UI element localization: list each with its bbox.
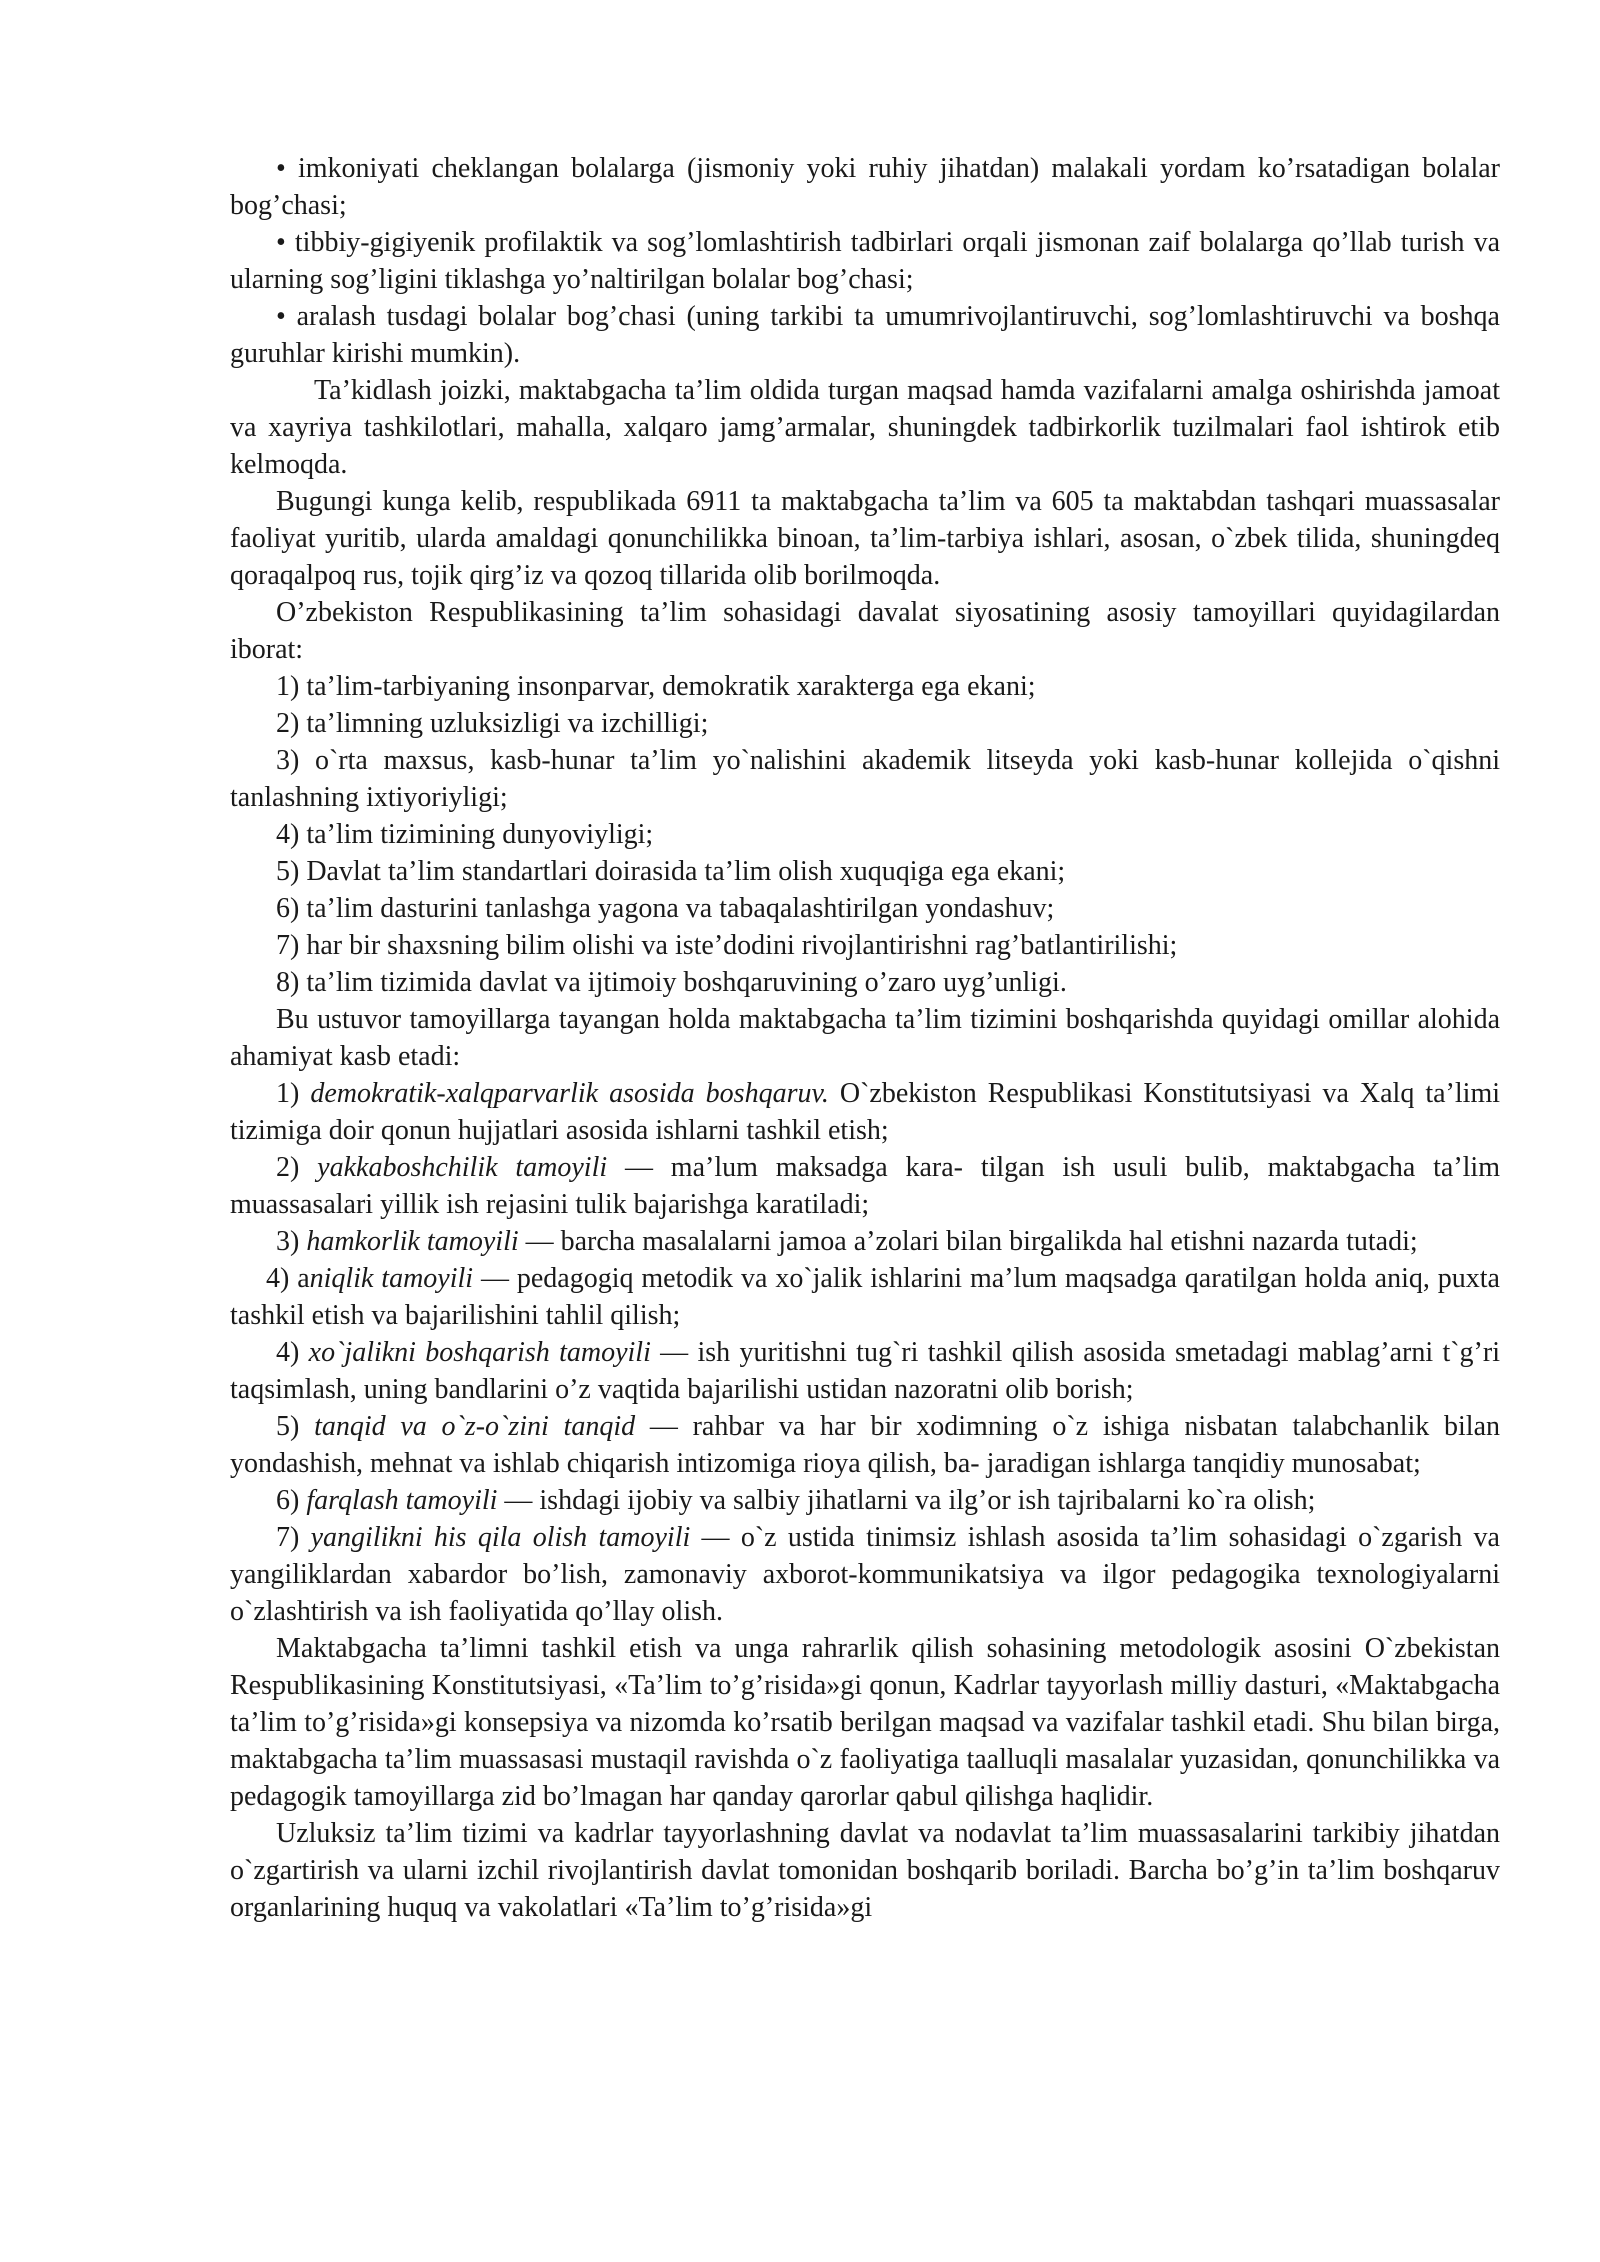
factor-number: 6) [276,1485,307,1516]
factor-item [230,1408,1500,1482]
principle-item: 7) har bir shaxsning bilim olishi va iste’dodini rivojlantirishni rag’batlantirilishi; [276,930,1178,961]
factor-item [230,1075,1500,1149]
factor-item [230,1334,1500,1408]
principle-item: 6) ta’lim dasturini tanlashga yagona va tabaqalashtirilgan yondashuv; [276,893,1055,924]
factor-term: yakkaboshchilik tamoyili [317,1152,608,1183]
factor-item [230,1223,1500,1260]
factor-text: — rahbar va har bir xodimning o`z ishiga nisbatan talabchanlik bilan yondashish, mehnat va ishlab chiqarish intizomiga rioya qilish, ba- jaradigan ishlarga tanqidiy munosabat; [230,1411,1501,1479]
bullet-item: • aralash tusdagi bolalar bog’chasi (uning tarkibi ta umumrivojlantiruvchi, sog’lomlashtiruvchi va boshqa guruhlar kirishi mumkin). [230,301,1500,369]
bullet-item: • tibbiy-gigiyenik profilaktik va sog’lomlashtirish tadbirlari orqali jismonan zaif bolalarga qo’llab turish va ularning sog’ligini tiklashga yo’naltirilgan bolalar bog’chasi; [230,227,1500,295]
factor-item [230,1519,1500,1630]
paragraph: Maktabgacha ta’limni tashkil etish va unga rahrarlik qilish sohasining metodologik asosini O`zbekistan Respublikasining Konstitutsiyasi, «Ta’lim to’g’risida»gi qonun, Kadrlar tayyorlash milliy dasturi, «Maktabgacha ta’lim to’g’risida»gi konsepsiya va nizomda ko’rsatib berilgan maqsad va vazifalar tashkil etadi. Shu bilan birga, maktabgacha ta’lim muassasasi mustaqil ravishda o`z faoliyatiga taalluqli masalalar yuzasidan, qonunchilikka va pedagogik tamoyillarga zid bo’lmagan har qanday qarorlar qabul qilishga haqlidir. [230,1633,1500,1812]
principle-item: 3) o`rta maxsus, kasb-hunar ta’lim yo`nalishini akademik litseyda yoki kasb-hunar kollejida o`qishni tanlashning ixtiyoriyligi; [230,745,1500,813]
factor-number: 2) [276,1152,318,1183]
principle-item: 1) ta’lim-tarbiyaning insonparvar, demokratik xarakterga ega ekani; [276,671,1036,702]
factor-item [230,1260,1500,1334]
paragraph: Bu ustuvor tamoyillarga tayangan holda maktabgacha ta’lim tizimini boshqarishda quyidagi omillar alohida ahamiyat kasb etadi: [230,1004,1500,1072]
factor-term: yangilikni his qila olish tamoyili [310,1522,691,1553]
principle-item: 2) ta’limning uzluksizligi va izchilligi; [276,708,709,739]
bullet-item: • imkoniyati cheklangan bolalarga (jismoniy yoki ruhiy jihatdan) malakali yordam ko’rsatadigan bolalar bog’chasi; [230,153,1500,221]
factor-term: xo`jalikni boshqarish tamoyili [308,1337,651,1368]
factor-text: — ishdagi ijobiy va salbiy jihatlarni va ilg’or ish tajribalarni ko`ra olish; [497,1485,1316,1516]
factor-term: demokratik-xalqparvarlik asosida boshqaruv. [310,1078,829,1109]
factor-text: O`zbekiston Respublikasi Konstitutsiyasi va Xalq ta’limi tizimiga doir qonun hujjatlari asosida ishlarni tashkil etish; [230,1078,1500,1146]
factor-term: tanqid va o`z-o`zini tanqid [314,1411,636,1442]
document-page [230,150,1500,1926]
factor-text: — o`z ustida tinimsiz ishlash asosida ta’lim sohasidagi o`zgarish va yangiliklardan xabardor bo’lish, zamonaviy axborot-kommunikatsiya va ilgor pedagogika texnologiyalarni o`zlashtirish va ish faoliyatida qo’llay olish. [230,1522,1500,1627]
paragraph: O’zbekiston Respublikasining ta’lim sohasidagi davalat siyosatining asosiy tamoyillari quyidagilardan iborat: [230,597,1500,665]
factor-number: 4) a [266,1263,310,1294]
factor-term: niqlik tamoyili [309,1263,474,1294]
factor-number: 1) [276,1078,311,1109]
factor-number: 3) [276,1226,307,1257]
factor-item [230,1482,1500,1519]
factor-text: — ma’lum maksadga kara- tilgan ish usuli bulib, maktabgacha ta’lim muassasalari yillik ish rejasini tulik bajarishga karatiladi; [230,1152,1500,1220]
factor-term: hamkorlik tamoyili [306,1226,519,1257]
factor-term: farqlash tamoyili [306,1485,498,1516]
principle-item: 8) ta’lim tizimida davlat va ijtimoiy boshqaruvining o’zaro uyg’unligi. [276,967,1067,998]
principle-item: 5) Davlat ta’lim standartlari doirasida ta’lim olish xuquqiga ega ekani; [276,856,1066,887]
factor-text: — barcha masalalarni jamoa a’zolari bilan birgalikda hal etishni nazarda tutadi; [518,1226,1418,1257]
factor-text: — ish yuritishni tug`ri tashkil qilish asosida smetadagi mablag’arni t`g’ri taqsimlash, uning bandlarini o’z vaqtida bajarilishi ustidan nazoratni olib borish; [230,1337,1500,1405]
paragraph: Bugungi kunga kelib, respublikada 6911 ta maktabgacha ta’lim va 605 ta maktabdan tashqari muassasalar faoliyat yuritib, ularda amaldagi qonunchilikka binoan, ta’lim-tarbiya ishlari, asosan, o`zbek tilida, shuningdeq qoraqalpoq rus, tojik qirg’iz va qozoq tillarida olib borilmoqda. [230,486,1500,591]
factor-number: 7) [276,1522,311,1553]
paragraph: Ta’kidlash joizki, maktabgacha ta’lim oldida turgan maqsad hamda vazifalarni amalga oshirishda jamoat va xayriya tashkilotlari, mahalla, xalqaro jamg’armalar, shuningdek tadbirkorlik tuzilmalari faol ishtirok etib kelmoqda. [230,375,1500,480]
factor-number: 5) [276,1411,315,1442]
principle-item: 4) ta’lim tizimining dunyoviyligi; [276,819,654,850]
paragraph: Uzluksiz ta’lim tizimi va kadrlar tayyorlashning davlat va nodavlat ta’lim muassasalarini tarkibiy jihatdan o`zgartirish va ularni izchil rivojlantirish davlat tomonidan boshqarib boriladi. Barcha bo’g’in ta’lim boshqaruv organlarining huquq va vakolatlari «Ta’lim to’g’risida»gi [230,1818,1500,1923]
factor-number: 4) [276,1337,309,1368]
factor-text: — pedagogiq metodik va xo`jalik ishlarini ma’lum maqsadga qaratilgan holda aniq, puxta tashkil etish va bajarilishini tahlil qilish; [230,1263,1500,1331]
factor-item [230,1149,1500,1223]
